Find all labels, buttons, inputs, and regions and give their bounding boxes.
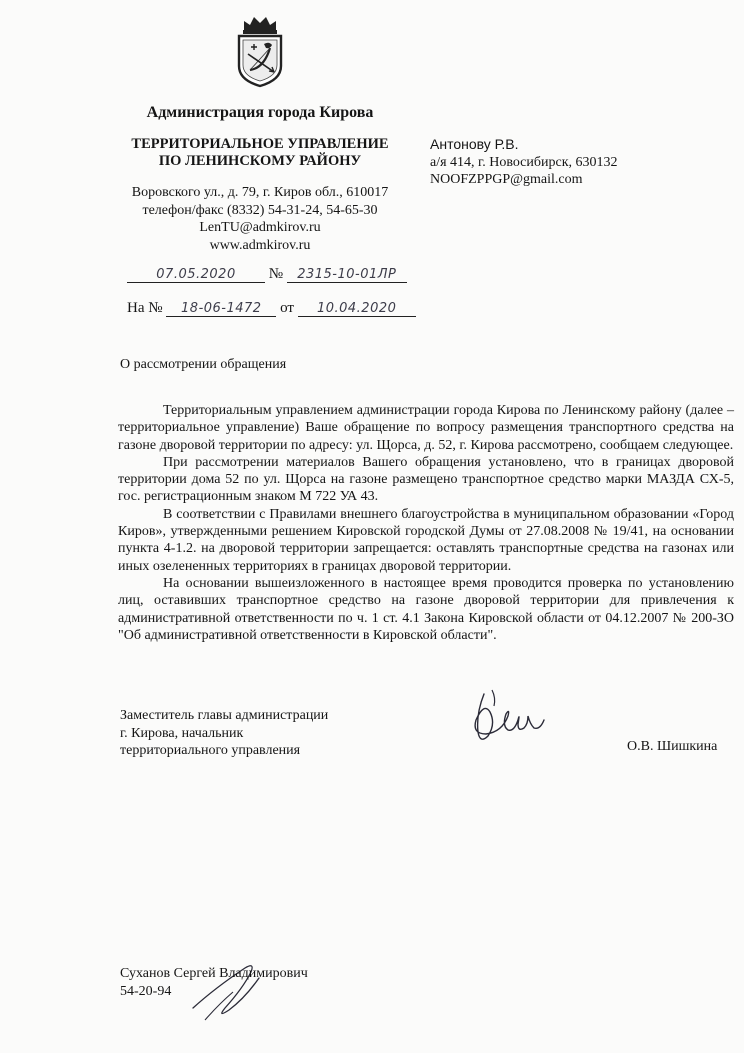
signer-title [120,707,328,760]
handwritten-signature [462,684,562,754]
organization-name: Администрация города Кирова [146,104,374,121]
executor-name: Суханов Сергей Владимирович [120,966,308,981]
recipient-address: а/я 414, г. Новосибирск, 630132 [430,154,618,170]
registration-line [127,266,407,283]
coat-of-arms-icon [234,14,286,88]
reference-date: 10.04.2020 [298,301,416,317]
body-paragraph: На основании вышеизложенного в настоящее время проводится проверка по установлению лиц, оставивших транспортное средство на газоне дворовой территории для привлечения к административной ответственности по ч. 1 ст. 4.1 Закона Кировской области от 04.12.2007 № 200-ЗО "Об административной ответственности в Кировской области". [118,575,734,643]
recipient-name: Антонову Р.В. [430,136,519,152]
body-paragraph: При рассмотрении материалов Вашего обращения установлено, что в границах дворовой территории дома 52 по ул. Щорса на газоне размещено транспортное средство марки МАЗДА СХ-5, гос. регистрационным знаком М 722 УА 43. [118,454,734,505]
reference-number: 18-06-1472 [166,301,276,317]
department-name [100,136,420,170]
letter-subject: О рассмотрении обращения [120,357,287,372]
recipient-block [430,136,618,189]
department-line-1: ТЕРРИТОРИАЛЬНОЕ УПРАВЛЕНИЕ [131,136,389,152]
sender-contacts [100,184,420,254]
registration-number-label: № [268,266,284,282]
signer-title-line: г. Кирова, начальник [120,725,244,741]
body-paragraph: Территориальным управлением администрации города Кирова по Ленинскому району (далее – территориальное управление) Ваше обращение по вопросу размещения транспортного средства на газоне дворовой территории по адресу: ул. Щорса, д. 52, г. Кирова рассмотрено, сообщаем следующее. [118,403,734,453]
sender-website: www.admkirov.ru [209,237,311,253]
reference-line [127,300,416,317]
sender-phone: телефон/факс (8332) 54-31-24, 54-65-30 [142,202,378,218]
registration-number: 2315-10-01ЛР [287,267,407,283]
executor-block [120,965,308,1000]
reference-label: На № [127,300,163,316]
department-line-2: ПО ЛЕНИНСКОМУ РАЙОНУ [158,153,362,169]
sender-email: LenTU@admkirov.ru [199,220,321,235]
letter-body [118,402,734,644]
sender-address: Воровского ул., д. 79, г. Киров обл., 610017 [131,185,389,200]
signer-title-line: территориального управления [120,743,301,758]
body-paragraph: В соответствии с Правилами внешнего благоустройства в муниципальном образовании «Город Киров», утвержденными решением Кировской городской Думы от 27.08.2008 № 19/41, на основании пункта 4-1.2. на дворовой территории запрещается: оставлять транспортные средства на газонах или иных озелененных территориях в границах дворовой территории. [118,506,734,574]
signer-title-line: Заместитель главы администрации [120,708,329,723]
recipient-email: NOOFZPPGP@gmail.com [430,172,583,187]
executor-phone: 54-20-94 [120,983,172,999]
signer-name: О.В. Шишкина [627,739,718,754]
reference-from-label: от [280,300,294,316]
registration-date: 07.05.2020 [127,267,265,283]
